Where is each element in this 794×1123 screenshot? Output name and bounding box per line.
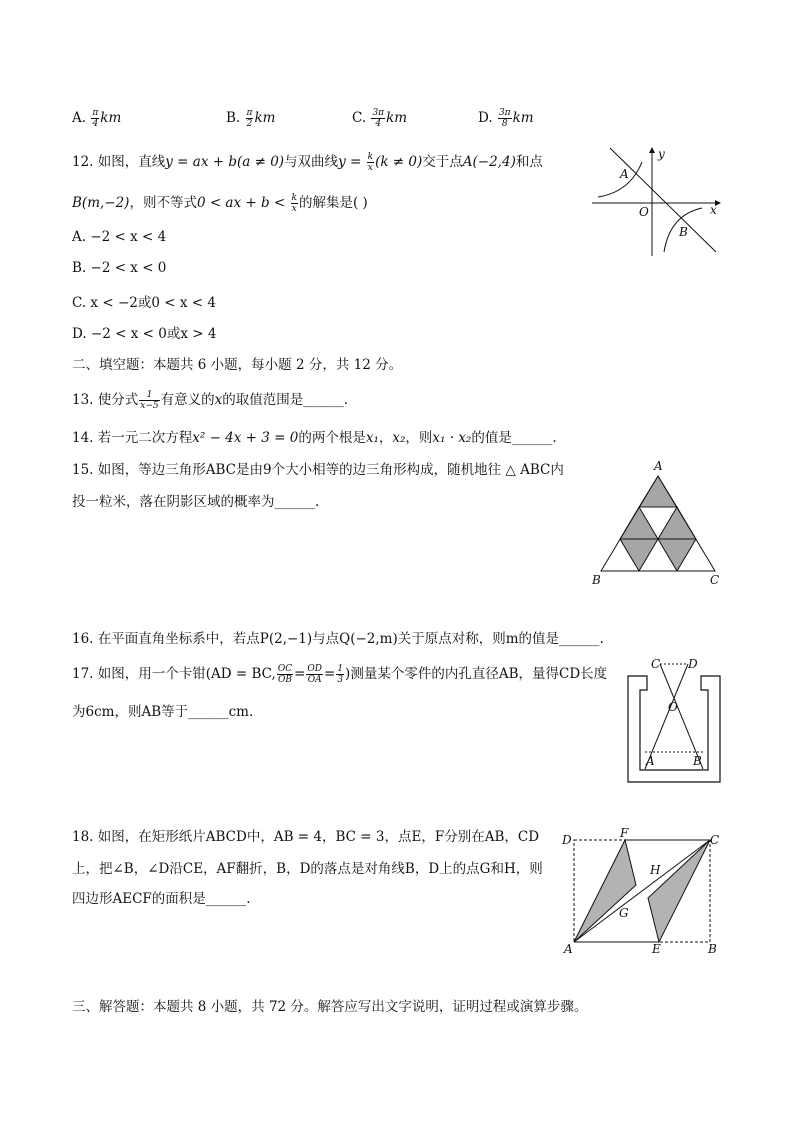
q14: 14. 若一元二次方程x² − 4x + 3 = 0的两个根是x₁，x₂，则x₁ · x₂的值是______. (72, 430, 557, 446)
q15-line1: 15. 如图，等边三角形ABC是由9个大小相等的边三角形构成，随机地往 △ ABC内 (72, 462, 564, 478)
q12-option-d: D. −2 < x < 0或x > 4 (72, 326, 217, 342)
q12-option-b: B. −2 < x < 0 (72, 260, 167, 276)
q12-figure (590, 140, 725, 260)
q12-option-c: C. x < −2或0 < x < 4 (72, 295, 216, 311)
q17-label-c: C (651, 657, 661, 671)
q15-figure (588, 455, 728, 590)
q11-option-a: A. $\frac{\pi}{4}$ km (72, 108, 122, 129)
q18-label-g: G (619, 906, 629, 920)
q18-line3: 四边形AECF的面积是______. (72, 891, 251, 907)
q13: 13. 使分式 $\frac{1}{x-5}$ 有意义的x的取值范围是______. (72, 390, 349, 411)
q18-line2: 上，把∠B，∠D沿CE，AF翻折，B，D的落点是对角线B，D上的点G和H，则 (72, 861, 543, 877)
q12-label-y: y (658, 147, 665, 161)
q16: 16. 在平面直角坐标系中，若点P(2,−1)与点Q(−2,m)关于原点对称，则m的值是______. (72, 631, 604, 647)
q18-label-c: C (710, 833, 720, 847)
q18-figure (558, 822, 728, 962)
q15-shaded-bottom-left (620, 539, 658, 571)
q11-option-d: D. $\frac{3\pi}{8}$ km (478, 108, 534, 129)
q15-shaded-mid-left (620, 507, 658, 539)
q12-line (610, 148, 716, 252)
q18-label-a: A (564, 942, 573, 956)
q15-shaded-bottom-right (658, 539, 696, 571)
q18-label-b: B (708, 942, 717, 956)
q18-label-e: E (652, 942, 661, 956)
q11-option-b: B. $\frac{\pi}{2}$ km (226, 108, 276, 129)
q18-label-h: H (650, 863, 661, 877)
q17-part-outline (628, 676, 720, 782)
q12-label-o: O (639, 205, 649, 219)
q15-label-b: B (592, 573, 601, 587)
q15-shaded-mid-right (658, 507, 696, 539)
q12-option-a: A. −2 < x < 4 (72, 229, 167, 245)
q12-label-x: x (710, 203, 717, 217)
q15-line2: 投一粒米，落在阴影区域的概率为______. (72, 494, 320, 510)
q17-line2: 为6cm，则AB等于______cm. (72, 704, 254, 720)
q12-line1: 12. 如图，直线y = ax + b(a ≠ 0)与双曲线y = $\frac{k}{x}$ (k ≠ 0)交于点A(−2,4)和点 (72, 152, 543, 173)
q18-diagonal (574, 840, 710, 942)
q15-label-a: A (654, 459, 663, 473)
q12-label-a: A (620, 167, 629, 181)
q18-label-d: D (562, 833, 572, 847)
q17-line1: 17. 如图，用一个卡钳(AD = BC, $\frac{OC}{OB}$ = $\frac{OD}{OA}$ = $\frac{1}{3}$ )测量某个零件的内孔直径AB，量得CD长度 (72, 664, 608, 685)
q18-shaded-triangle-left (574, 840, 636, 942)
q17-label-o: O (668, 700, 678, 714)
q15-label-c: C (710, 573, 720, 587)
q17-label-d: D (688, 657, 698, 671)
q15-shaded-top (639, 476, 677, 507)
q12-y-arrow (649, 147, 655, 153)
section-3-heading: 三、解答题：本题共 8 小题，共 72 分。解答应写出文字说明，证明过程或演算步骤。 (72, 999, 588, 1015)
q11-option-c: C. $\frac{3\pi}{4}$ km (352, 108, 408, 129)
q12-label-b: B (679, 225, 688, 239)
q17-figure (622, 652, 727, 787)
q18-label-f: F (620, 826, 629, 840)
section-2-heading: 二、填空题：本题共 6 小题，每小题 2 分，共 12 分。 (72, 357, 403, 373)
q18-line1: 18. 如图，在矩形纸片ABCD中，AB = 4，BC = 3，点E，F分别在AB，CD (72, 829, 540, 845)
q17-label-b: B (693, 754, 702, 768)
q18-shaded-triangle-right (648, 840, 710, 942)
q12-line2: B(m,−2)，则不等式0 < ax + b < $\frac{k}{x}$ 的解集是( ) (72, 193, 368, 214)
q17-label-a: A (646, 754, 655, 768)
